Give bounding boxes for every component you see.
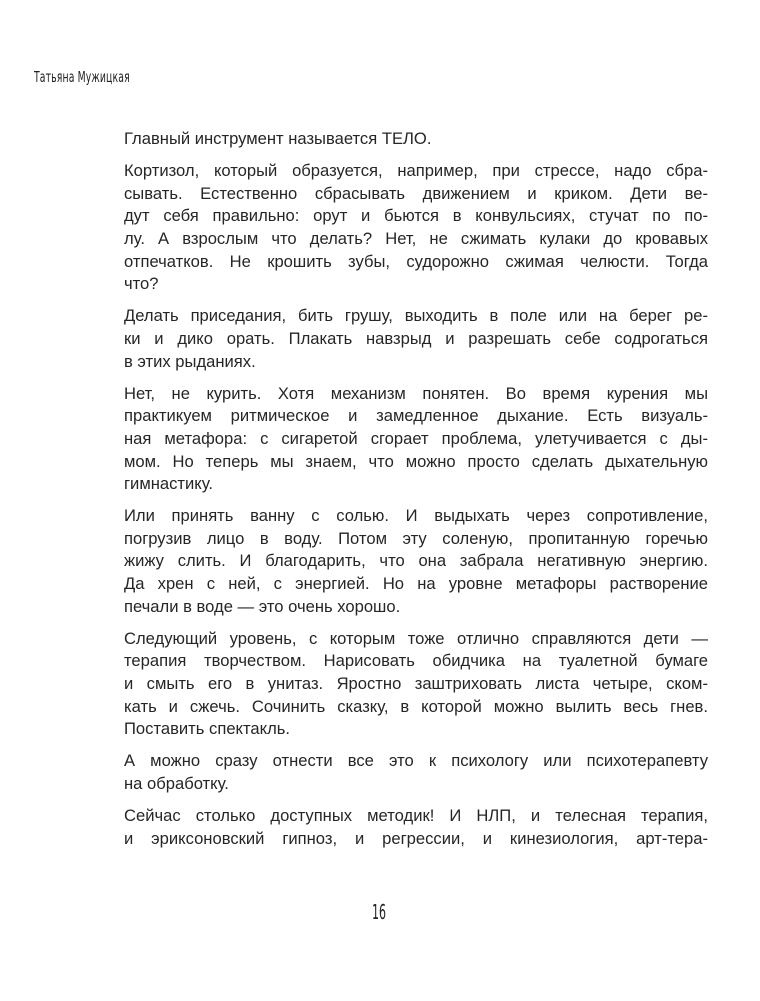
paragraph [124,628,708,741]
text-line: что? [124,274,159,294]
text-line: ная метафора: с сигаретой сгорает проблема, улетучивается с ды- [124,428,708,448]
text-line: Или принять ванну с солью. И выдыхать через сопротивление, [124,506,708,526]
paragraph [124,305,708,373]
text-line: кать и сжечь. Сочинить сказку, в которой можно вылить весь гнев. [124,696,708,716]
text-line: Поставить спектакль. [124,719,291,739]
text-line: Да хрен с ней, с энергией. Но на уровне метафоры растворение [124,574,708,594]
text-line: терапия творчеством. Нарисовать обидчика на туалетной бумаге [124,651,708,671]
text-line: гимнастику. [124,474,213,494]
paragraph [124,750,708,795]
running-head-author: Татьяна Мужицкая [34,68,130,86]
text-line: в этих рыданиях. [124,351,256,371]
text-line: Делать приседания, бить грушу, выходить в поле или на берег ре- [124,306,708,326]
text-line: печали в воде — это очень хорошо. [124,596,401,616]
text-line: мом. Но теперь мы знаем, что можно просто сделать дыхательную [124,451,708,471]
text-line: практикуем ритмическое и замедленное дыхание. Есть визуаль- [124,406,708,426]
paragraph [124,160,708,296]
paragraph [124,128,708,151]
text-line: Сейчас столько доступных методик! И НЛП, и телесная терапия, [124,806,708,826]
text-line: отпечатков. Не крошить зубы, судорожно сжимая челюсти. Тогда [124,251,708,271]
paragraph [124,505,708,618]
text-line: и смыть его в унитаз. Яростно заштриховать листа четыре, ском- [124,674,708,694]
body-text [124,128,708,860]
text-line: Следующий уровень, с которым тоже отлично справляются дети — [124,628,708,648]
paragraph [124,805,708,850]
text-line: жижу слить. И благодарить, что она забрала негативную энергию. [124,551,708,571]
page-number: 16 [372,900,386,924]
text-line: погрузив лицо в воду. Потом эту соленую, пропитанную горечью [124,528,708,548]
text-line: дут себя правильно: орут и бьются в конвульсиях, стучат по по- [124,206,708,226]
paragraph [124,383,708,496]
text-line: Нет, не курить. Хотя механизм понятен. Во время курения мы [124,383,708,403]
text-line: лу. А взрослым что делать? Нет, не сжимать кулаки до кровавых [124,228,708,248]
text-line: А можно сразу отнести все это к психологу или психотерапевту [124,751,708,771]
text-line: сывать. Естественно сбрасывать движением и криком. Дети ве- [124,183,708,203]
text-line: ки и дико орать. Плакать навзрыд и разрешать себе содрогаться [124,328,708,348]
text-line: Кортизол, который образуется, например, при стрессе, надо сбра- [124,161,708,181]
text-line: на обработку. [124,774,229,793]
text-line: Главный инструмент называется ТЕЛО. [124,129,432,148]
text-line: и эриксоновский гипноз, и регрессии, и кинезиология, арт-тера- [124,828,708,848]
